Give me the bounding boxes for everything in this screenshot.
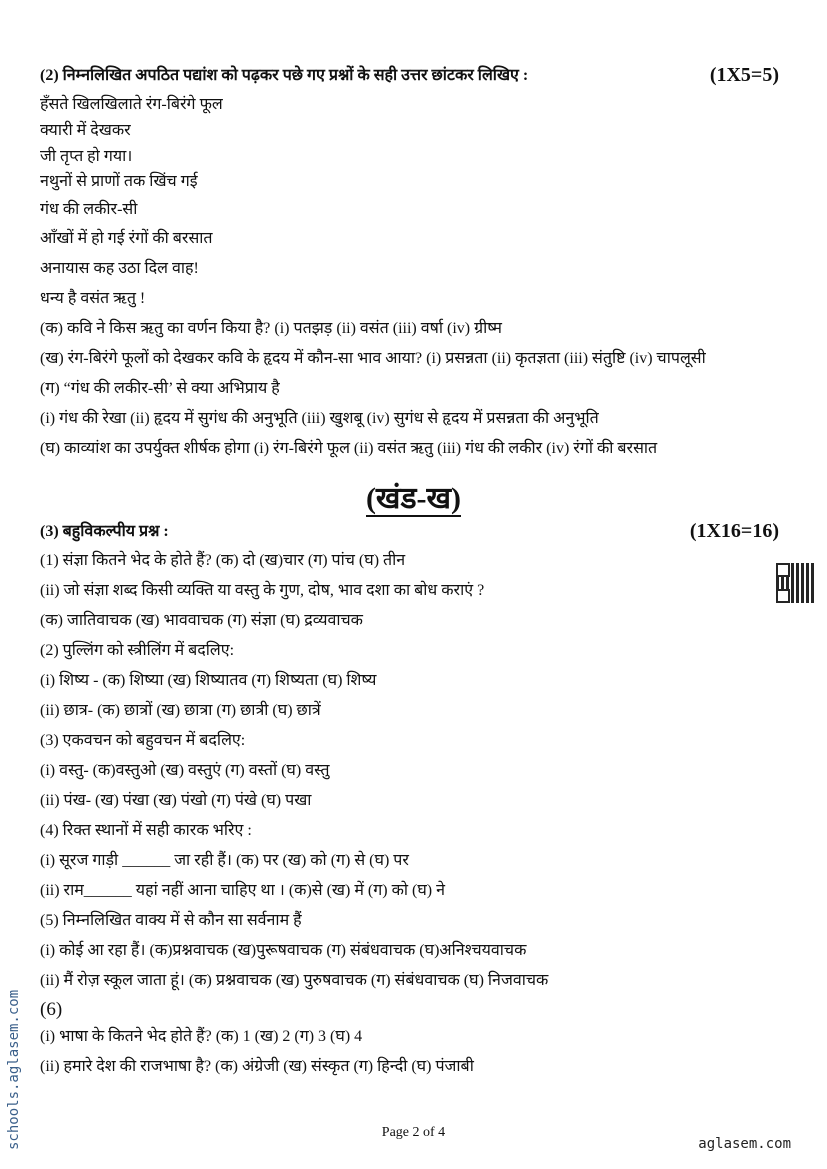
poem-line: नथुनों से प्राणों तक खिंच गई bbox=[40, 173, 198, 190]
mcq-line: (ii) छात्र- (क) छात्रों (ख) छात्रा (ग) छात्री (घ) छात्रें bbox=[40, 702, 321, 719]
question-line: (ग) “गंध की लकीर-सी’ से क्या अभिप्राय है bbox=[40, 380, 280, 397]
mcq-line: (i) सूरज गाड़ी ______ जा रही हैं। (क) पर (ख) को (ग) से (घ) पर bbox=[40, 852, 409, 869]
mcq-line: (4) रिक्त स्थानों में सही कारक भरिए : bbox=[40, 822, 252, 839]
site-name: aglasem.com bbox=[698, 1136, 791, 1152]
mcq-line: (ii) मैं रोज़ स्कूल जाता हूं। (क) प्रश्नवाचक (ख) पुरुषवाचक (ग) संबंधवाचक (घ) निजवाचक bbox=[40, 972, 549, 989]
mcq-line: (5) निम्नलिखित वाक्य में से कौन सा सर्वनाम हैं bbox=[40, 912, 302, 929]
question-line: (i) गंध की रेखा (ii) हृदय में सुगंध की अनुभूति (iii) खुशबू (iv) सुगंध से हृदय में प्रसन्नता की अनुभूति bbox=[40, 410, 599, 427]
section-title bbox=[0, 476, 827, 517]
mcq-line: (क) जातिवाचक (ख) भाववाचक (ग) संज्ञा (घ) द्रव्यवाचक bbox=[40, 612, 363, 629]
poem-line: अनायास कह उठा दिल वाह! bbox=[40, 260, 199, 277]
mcq-line: (ii) राम______ यहां नहीं आना चाहिए था । (क)से (ख) में (ग) को (घ) ने bbox=[40, 882, 446, 899]
question-line: (ख) रंग-बिरंगे फूलों को देखकर कवि के हृदय में कौन-सा भाव आया? (i) प्रसन्नता (ii) कृतज्ञता (iii) संतुष्टि (iv) चापलूसी bbox=[40, 350, 706, 367]
poem-line: धन्य है वसंत ऋतु ! bbox=[40, 290, 146, 307]
question-line: (घ) काव्यांश का उपर्युक्त शीर्षक होगा (i) रंग-बिरंगे फूल (ii) वसंत ऋतु (iii) गंध की लकीर (iv) रंगों की बरसात bbox=[40, 440, 658, 457]
poem-line: गंध की लकीर-सी bbox=[40, 201, 138, 218]
question-line: (क) कवि ने किस ऋतु का वर्णन किया है? (i) पतझड़ (ii) वसंत (iii) वर्षा (iv) ग्रीष्म bbox=[40, 320, 502, 337]
q3-marks: (1X16=16) bbox=[689, 520, 779, 542]
page-number: Page 2 of 4 bbox=[381, 1125, 446, 1140]
q2-header: (2) निम्नलिखित अपठित पद्यांश को पढ़कर पछे गए प्रश्नों के सही उत्तर छांटकर लिखिए : bbox=[40, 67, 529, 84]
mcq-line: (2) पुल्लिंग को स्त्रीलिंग में बदलिए: bbox=[40, 642, 235, 659]
mcq-line: (i) वस्तु- (क)वस्तुओ (ख) वस्तुएं (ग) वस्तों (घ) वस्तु bbox=[40, 762, 330, 779]
qr-code bbox=[776, 563, 814, 603]
mcq-line: (i) भाषा के कितने भेद होते हैं? (क) 1 (ख) 2 (ग) 3 (घ) 4 bbox=[40, 1028, 363, 1045]
mcq-line: (1) संज्ञा कितने भेद के होते हैं? (क) दो (ख)चार (ग) पांच (घ) तीन bbox=[40, 552, 406, 569]
mcq-line: (3) एकवचन को बहुवचन में बदलिए: bbox=[40, 732, 246, 749]
mcq-line: (ii) जो संज्ञा शब्द किसी व्यक्ति या वस्तु के गुण, दोष, भाव दशा का बोध कराएं ? bbox=[40, 582, 485, 599]
mcq-line: (6) bbox=[40, 999, 63, 1020]
mcq-line: (ii) पंख- (ख) पंखा (ख) पंखो (ग) पंखे (घ) पखा bbox=[40, 792, 312, 809]
poem-line: क्यारी में देखकर bbox=[40, 122, 131, 139]
q2-marks: (1X5=5) bbox=[709, 64, 779, 86]
poem-line: हँसते खिलखिलाते रंग-बिरंगे फूल bbox=[40, 96, 223, 113]
section-title-text: (खंड-ख) bbox=[365, 482, 462, 515]
mcq-line: (i) कोई आ रहा हैं। (क)प्रश्नवाचक (ख)पुरूषवाचक (ग) संबंधवाचक (घ)अनिश्चयवाचक bbox=[40, 942, 527, 959]
q3-header: (3) बहुविकल्पीय प्रश्न : bbox=[40, 523, 169, 540]
watermark: schools.aglasem.com bbox=[6, 989, 22, 1150]
mcq-line: (i) शिष्य - (क) शिष्या (ख) शिष्यातव (ग) शिष्यता (घ) शिष्य bbox=[40, 672, 377, 689]
mcq-line: (ii) हमारे देश की राजभाषा है? (क) अंग्रेजी (ख) संस्कृत (ग) हिन्दी (घ) पंजाबी bbox=[40, 1058, 474, 1075]
poem-line: जी तृप्त हो गया। bbox=[40, 148, 133, 165]
poem-line: आँखों में हो गई रंगों की बरसात bbox=[40, 230, 213, 247]
